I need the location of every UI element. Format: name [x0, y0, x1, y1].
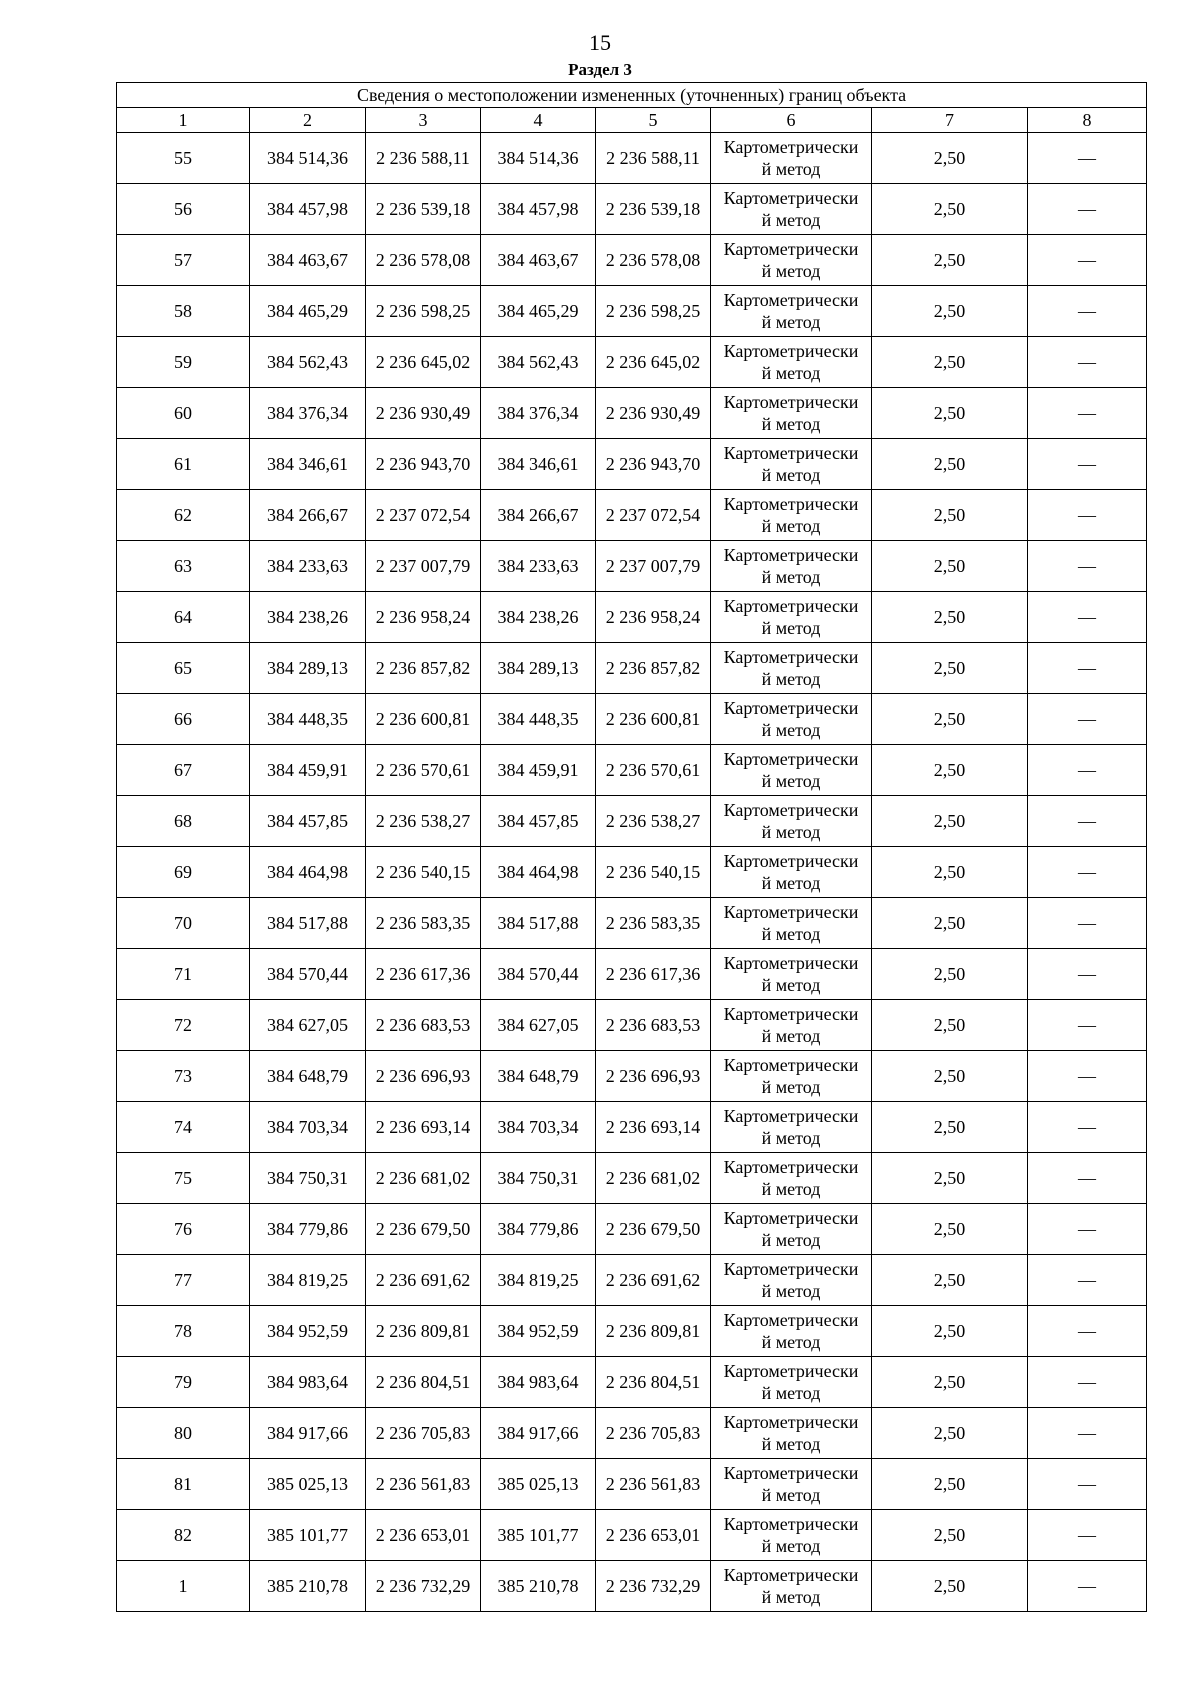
y-coordinate-cell: 2 236 540,15 [596, 847, 711, 898]
description-cell: — [1028, 184, 1147, 235]
y-coordinate-cell: 2 236 588,11 [366, 133, 481, 184]
y-coordinate-cell: 2 237 007,79 [366, 541, 481, 592]
method-cell: Картометрически й метод [711, 949, 872, 1000]
accuracy-cell: 2,50 [872, 337, 1028, 388]
y-coordinate-cell: 2 236 857,82 [596, 643, 711, 694]
table-row [117, 1255, 1147, 1306]
method-cell: Картометрически й метод [711, 898, 872, 949]
y-coordinate-cell: 2 236 958,24 [366, 592, 481, 643]
table-caption: Сведения о местоположении измененных (уточненных) границ объекта [117, 83, 1147, 108]
method-cell: Картометрически й метод [711, 1051, 872, 1102]
description-cell: — [1028, 1561, 1147, 1612]
description-cell: — [1028, 1153, 1147, 1204]
x-coordinate-cell: 384 917,66 [481, 1408, 596, 1459]
y-coordinate-cell: 2 236 570,61 [596, 745, 711, 796]
column-header: 6 [711, 108, 872, 133]
x-coordinate-cell: 384 289,13 [481, 643, 596, 694]
y-coordinate-cell: 2 236 539,18 [596, 184, 711, 235]
point-number-cell: 1 [117, 1561, 250, 1612]
y-coordinate-cell: 2 236 653,01 [596, 1510, 711, 1561]
column-header: 3 [366, 108, 481, 133]
x-coordinate-cell: 385 101,77 [250, 1510, 366, 1561]
y-coordinate-cell: 2 236 930,49 [366, 388, 481, 439]
table-row [117, 1153, 1147, 1204]
accuracy-cell: 2,50 [872, 694, 1028, 745]
point-number-cell: 80 [117, 1408, 250, 1459]
x-coordinate-cell: 384 750,31 [250, 1153, 366, 1204]
description-cell: — [1028, 1102, 1147, 1153]
point-number-cell: 59 [117, 337, 250, 388]
table-row [117, 1408, 1147, 1459]
x-coordinate-cell: 384 983,64 [250, 1357, 366, 1408]
y-coordinate-cell: 2 236 693,14 [596, 1102, 711, 1153]
accuracy-cell: 2,50 [872, 592, 1028, 643]
x-coordinate-cell: 384 238,26 [250, 592, 366, 643]
method-cell: Картометрически й метод [711, 592, 872, 643]
accuracy-cell: 2,50 [872, 643, 1028, 694]
accuracy-cell: 2,50 [872, 133, 1028, 184]
x-coordinate-cell: 384 289,13 [250, 643, 366, 694]
column-header: 1 [117, 108, 250, 133]
point-number-cell: 79 [117, 1357, 250, 1408]
x-coordinate-cell: 384 448,35 [250, 694, 366, 745]
boundary-coordinates-table [116, 82, 1147, 1612]
accuracy-cell: 2,50 [872, 1102, 1028, 1153]
table-row [117, 1357, 1147, 1408]
x-coordinate-cell: 384 463,67 [481, 235, 596, 286]
x-coordinate-cell: 384 517,88 [250, 898, 366, 949]
point-number-cell: 68 [117, 796, 250, 847]
accuracy-cell: 2,50 [872, 796, 1028, 847]
description-cell: — [1028, 1000, 1147, 1051]
method-cell: Картометрически й метод [711, 1510, 872, 1561]
y-coordinate-cell: 2 236 683,53 [596, 1000, 711, 1051]
point-number-cell: 82 [117, 1510, 250, 1561]
accuracy-cell: 2,50 [872, 1510, 1028, 1561]
y-coordinate-cell: 2 236 598,25 [366, 286, 481, 337]
table-row [117, 898, 1147, 949]
accuracy-cell: 2,50 [872, 1000, 1028, 1051]
method-cell: Картометрически й метод [711, 1357, 872, 1408]
method-cell: Картометрически й метод [711, 1306, 872, 1357]
description-cell: — [1028, 1306, 1147, 1357]
method-cell: Картометрически й метод [711, 1459, 872, 1510]
x-coordinate-cell: 384 464,98 [481, 847, 596, 898]
table-row [117, 439, 1147, 490]
description-cell: — [1028, 898, 1147, 949]
point-number-cell: 55 [117, 133, 250, 184]
table-row [117, 286, 1147, 337]
y-coordinate-cell: 2 237 072,54 [366, 490, 481, 541]
method-cell: Картометрически й метод [711, 1204, 872, 1255]
y-coordinate-cell: 2 236 600,81 [366, 694, 481, 745]
accuracy-cell: 2,50 [872, 541, 1028, 592]
point-number-cell: 73 [117, 1051, 250, 1102]
x-coordinate-cell: 384 459,91 [250, 745, 366, 796]
table-row [117, 1510, 1147, 1561]
x-coordinate-cell: 385 210,78 [481, 1561, 596, 1612]
x-coordinate-cell: 384 952,59 [250, 1306, 366, 1357]
table-row [117, 1051, 1147, 1102]
method-cell: Картометрически й метод [711, 1102, 872, 1153]
table-row [117, 388, 1147, 439]
table-row [117, 796, 1147, 847]
x-coordinate-cell: 384 562,43 [481, 337, 596, 388]
point-number-cell: 75 [117, 1153, 250, 1204]
y-coordinate-cell: 2 236 943,70 [596, 439, 711, 490]
y-coordinate-cell: 2 236 943,70 [366, 439, 481, 490]
accuracy-cell: 2,50 [872, 1051, 1028, 1102]
x-coordinate-cell: 384 983,64 [481, 1357, 596, 1408]
point-number-cell: 60 [117, 388, 250, 439]
x-coordinate-cell: 384 233,63 [481, 541, 596, 592]
description-cell: — [1028, 133, 1147, 184]
y-coordinate-cell: 2 236 809,81 [596, 1306, 711, 1357]
description-cell: — [1028, 847, 1147, 898]
y-coordinate-cell: 2 236 857,82 [366, 643, 481, 694]
x-coordinate-cell: 384 570,44 [250, 949, 366, 1000]
y-coordinate-cell: 2 236 578,08 [366, 235, 481, 286]
method-cell: Картометрически й метод [711, 1153, 872, 1204]
y-coordinate-cell: 2 236 600,81 [596, 694, 711, 745]
accuracy-cell: 2,50 [872, 1306, 1028, 1357]
column-header: 8 [1028, 108, 1147, 133]
y-coordinate-cell: 2 236 696,93 [366, 1051, 481, 1102]
x-coordinate-cell: 384 514,36 [250, 133, 366, 184]
description-cell: — [1028, 1357, 1147, 1408]
method-cell: Картометрически й метод [711, 1561, 872, 1612]
accuracy-cell: 2,50 [872, 235, 1028, 286]
y-coordinate-cell: 2 236 539,18 [366, 184, 481, 235]
method-cell: Картометрически й метод [711, 133, 872, 184]
x-coordinate-cell: 384 779,86 [250, 1204, 366, 1255]
description-cell: — [1028, 796, 1147, 847]
x-coordinate-cell: 384 448,35 [481, 694, 596, 745]
y-coordinate-cell: 2 236 561,83 [596, 1459, 711, 1510]
description-cell: — [1028, 490, 1147, 541]
x-coordinate-cell: 384 779,86 [481, 1204, 596, 1255]
table-row [117, 1459, 1147, 1510]
y-coordinate-cell: 2 236 617,36 [366, 949, 481, 1000]
method-cell: Картометрически й метод [711, 1408, 872, 1459]
y-coordinate-cell: 2 236 645,02 [366, 337, 481, 388]
y-coordinate-cell: 2 236 578,08 [596, 235, 711, 286]
table-row [117, 745, 1147, 796]
description-cell: — [1028, 1408, 1147, 1459]
point-number-cell: 61 [117, 439, 250, 490]
y-coordinate-cell: 2 236 691,62 [366, 1255, 481, 1306]
description-cell: — [1028, 439, 1147, 490]
accuracy-cell: 2,50 [872, 1408, 1028, 1459]
y-coordinate-cell: 2 236 570,61 [366, 745, 481, 796]
point-number-cell: 65 [117, 643, 250, 694]
point-number-cell: 58 [117, 286, 250, 337]
description-cell: — [1028, 1255, 1147, 1306]
point-number-cell: 72 [117, 1000, 250, 1051]
point-number-cell: 63 [117, 541, 250, 592]
method-cell: Картометрически й метод [711, 1255, 872, 1306]
x-coordinate-cell: 384 376,34 [481, 388, 596, 439]
table-row [117, 1306, 1147, 1357]
y-coordinate-cell: 2 236 693,14 [366, 1102, 481, 1153]
accuracy-cell: 2,50 [872, 1255, 1028, 1306]
y-coordinate-cell: 2 236 598,25 [596, 286, 711, 337]
x-coordinate-cell: 384 463,67 [250, 235, 366, 286]
table-row [117, 490, 1147, 541]
x-coordinate-cell: 385 025,13 [481, 1459, 596, 1510]
x-coordinate-cell: 384 457,98 [481, 184, 596, 235]
accuracy-cell: 2,50 [872, 1204, 1028, 1255]
x-coordinate-cell: 384 648,79 [250, 1051, 366, 1102]
section-title: Раздел 3 [568, 60, 632, 79]
point-number-cell: 56 [117, 184, 250, 235]
description-cell: — [1028, 949, 1147, 1000]
accuracy-cell: 2,50 [872, 745, 1028, 796]
y-coordinate-cell: 2 236 588,11 [596, 133, 711, 184]
y-coordinate-cell: 2 236 691,62 [596, 1255, 711, 1306]
y-coordinate-cell: 2 236 705,83 [596, 1408, 711, 1459]
point-number-cell: 67 [117, 745, 250, 796]
x-coordinate-cell: 384 648,79 [481, 1051, 596, 1102]
accuracy-cell: 2,50 [872, 184, 1028, 235]
table-row [117, 643, 1147, 694]
table-row [117, 1561, 1147, 1612]
x-coordinate-cell: 384 465,29 [250, 286, 366, 337]
x-coordinate-cell: 384 952,59 [481, 1306, 596, 1357]
description-cell: — [1028, 592, 1147, 643]
table-row [117, 592, 1147, 643]
x-coordinate-cell: 384 703,34 [250, 1102, 366, 1153]
x-coordinate-cell: 384 266,67 [250, 490, 366, 541]
table-row [117, 541, 1147, 592]
table-row [117, 694, 1147, 745]
accuracy-cell: 2,50 [872, 1459, 1028, 1510]
y-coordinate-cell: 2 236 683,53 [366, 1000, 481, 1051]
y-coordinate-cell: 2 236 809,81 [366, 1306, 481, 1357]
table-row [117, 337, 1147, 388]
x-coordinate-cell: 384 819,25 [250, 1255, 366, 1306]
column-header: 4 [481, 108, 596, 133]
y-coordinate-cell: 2 236 538,27 [596, 796, 711, 847]
description-cell: — [1028, 1510, 1147, 1561]
table-row [117, 847, 1147, 898]
accuracy-cell: 2,50 [872, 847, 1028, 898]
y-coordinate-cell: 2 236 679,50 [366, 1204, 481, 1255]
x-coordinate-cell: 384 346,61 [481, 439, 596, 490]
x-coordinate-cell: 384 917,66 [250, 1408, 366, 1459]
method-cell: Картометрически й метод [711, 745, 872, 796]
table-body [117, 133, 1147, 1612]
x-coordinate-cell: 384 457,85 [481, 796, 596, 847]
method-cell: Картометрически й метод [711, 694, 872, 745]
y-coordinate-cell: 2 236 958,24 [596, 592, 711, 643]
point-number-cell: 66 [117, 694, 250, 745]
table-row [117, 1102, 1147, 1153]
description-cell: — [1028, 1459, 1147, 1510]
point-number-cell: 62 [117, 490, 250, 541]
method-cell: Картометрически й метод [711, 337, 872, 388]
x-coordinate-cell: 384 459,91 [481, 745, 596, 796]
accuracy-cell: 2,50 [872, 898, 1028, 949]
method-cell: Картометрически й метод [711, 541, 872, 592]
y-coordinate-cell: 2 236 732,29 [596, 1561, 711, 1612]
x-coordinate-cell: 385 025,13 [250, 1459, 366, 1510]
point-number-cell: 77 [117, 1255, 250, 1306]
method-cell: Картометрически й метод [711, 847, 872, 898]
x-coordinate-cell: 384 627,05 [250, 1000, 366, 1051]
y-coordinate-cell: 2 236 732,29 [366, 1561, 481, 1612]
accuracy-cell: 2,50 [872, 388, 1028, 439]
table-row [117, 133, 1147, 184]
description-cell: — [1028, 286, 1147, 337]
column-header: 2 [250, 108, 366, 133]
y-coordinate-cell: 2 236 681,02 [596, 1153, 711, 1204]
x-coordinate-cell: 384 570,44 [481, 949, 596, 1000]
x-coordinate-cell: 384 819,25 [481, 1255, 596, 1306]
point-number-cell: 57 [117, 235, 250, 286]
y-coordinate-cell: 2 236 804,51 [596, 1357, 711, 1408]
point-number-cell: 71 [117, 949, 250, 1000]
description-cell: — [1028, 643, 1147, 694]
y-coordinate-cell: 2 236 561,83 [366, 1459, 481, 1510]
point-number-cell: 78 [117, 1306, 250, 1357]
y-coordinate-cell: 2 236 540,15 [366, 847, 481, 898]
accuracy-cell: 2,50 [872, 490, 1028, 541]
y-coordinate-cell: 2 236 679,50 [596, 1204, 711, 1255]
description-cell: — [1028, 694, 1147, 745]
description-cell: — [1028, 388, 1147, 439]
column-header: 7 [872, 108, 1028, 133]
point-number-cell: 81 [117, 1459, 250, 1510]
y-coordinate-cell: 2 236 681,02 [366, 1153, 481, 1204]
method-cell: Картометрически й метод [711, 1000, 872, 1051]
x-coordinate-cell: 384 266,67 [481, 490, 596, 541]
accuracy-cell: 2,50 [872, 439, 1028, 490]
accuracy-cell: 2,50 [872, 1357, 1028, 1408]
table-row [117, 1204, 1147, 1255]
accuracy-cell: 2,50 [872, 1561, 1028, 1612]
y-coordinate-cell: 2 236 617,36 [596, 949, 711, 1000]
description-cell: — [1028, 337, 1147, 388]
x-coordinate-cell: 384 233,63 [250, 541, 366, 592]
point-number-cell: 69 [117, 847, 250, 898]
method-cell: Картометрически й метод [711, 235, 872, 286]
point-number-cell: 64 [117, 592, 250, 643]
x-coordinate-cell: 384 627,05 [481, 1000, 596, 1051]
table-row [117, 949, 1147, 1000]
point-number-cell: 74 [117, 1102, 250, 1153]
x-coordinate-cell: 384 376,34 [250, 388, 366, 439]
y-coordinate-cell: 2 237 072,54 [596, 490, 711, 541]
x-coordinate-cell: 384 464,98 [250, 847, 366, 898]
method-cell: Картометрически й метод [711, 643, 872, 694]
method-cell: Картометрически й метод [711, 388, 872, 439]
x-coordinate-cell: 384 346,61 [250, 439, 366, 490]
description-cell: — [1028, 1204, 1147, 1255]
description-cell: — [1028, 541, 1147, 592]
y-coordinate-cell: 2 236 538,27 [366, 796, 481, 847]
x-coordinate-cell: 384 562,43 [250, 337, 366, 388]
x-coordinate-cell: 384 750,31 [481, 1153, 596, 1204]
y-coordinate-cell: 2 236 705,83 [366, 1408, 481, 1459]
description-cell: — [1028, 235, 1147, 286]
y-coordinate-cell: 2 236 696,93 [596, 1051, 711, 1102]
accuracy-cell: 2,50 [872, 949, 1028, 1000]
x-coordinate-cell: 384 514,36 [481, 133, 596, 184]
description-cell: — [1028, 745, 1147, 796]
y-coordinate-cell: 2 236 930,49 [596, 388, 711, 439]
y-coordinate-cell: 2 236 653,01 [366, 1510, 481, 1561]
y-coordinate-cell: 2 236 645,02 [596, 337, 711, 388]
x-coordinate-cell: 385 210,78 [250, 1561, 366, 1612]
accuracy-cell: 2,50 [872, 1153, 1028, 1204]
x-coordinate-cell: 385 101,77 [481, 1510, 596, 1561]
table-row [117, 184, 1147, 235]
y-coordinate-cell: 2 236 804,51 [366, 1357, 481, 1408]
point-number-cell: 76 [117, 1204, 250, 1255]
column-header-row [117, 108, 1147, 133]
table-row [117, 1000, 1147, 1051]
y-coordinate-cell: 2 236 583,35 [596, 898, 711, 949]
method-cell: Картометрически й метод [711, 286, 872, 337]
page-number: 15 [589, 30, 611, 55]
method-cell: Картометрически й метод [711, 184, 872, 235]
x-coordinate-cell: 384 465,29 [481, 286, 596, 337]
table-row [117, 235, 1147, 286]
x-coordinate-cell: 384 457,85 [250, 796, 366, 847]
x-coordinate-cell: 384 457,98 [250, 184, 366, 235]
method-cell: Картометрически й метод [711, 796, 872, 847]
method-cell: Картометрически й метод [711, 490, 872, 541]
y-coordinate-cell: 2 236 583,35 [366, 898, 481, 949]
column-header: 5 [596, 108, 711, 133]
method-cell: Картометрически й метод [711, 439, 872, 490]
x-coordinate-cell: 384 238,26 [481, 592, 596, 643]
accuracy-cell: 2,50 [872, 286, 1028, 337]
description-cell: — [1028, 1051, 1147, 1102]
x-coordinate-cell: 384 517,88 [481, 898, 596, 949]
y-coordinate-cell: 2 237 007,79 [596, 541, 711, 592]
point-number-cell: 70 [117, 898, 250, 949]
x-coordinate-cell: 384 703,34 [481, 1102, 596, 1153]
